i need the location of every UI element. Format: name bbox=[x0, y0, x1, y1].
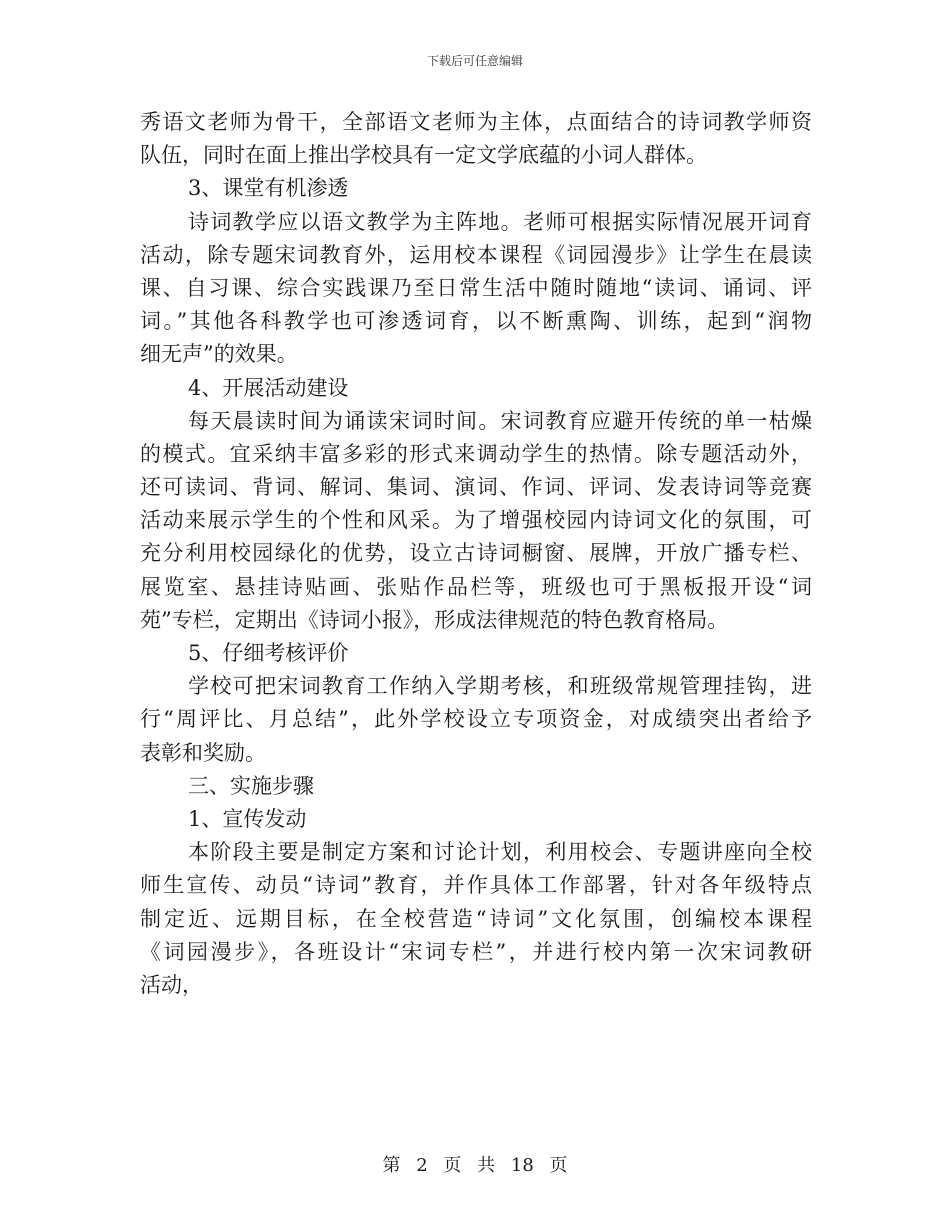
body-text-line: 词。”其他各科教学也可渗透词育，以不断熏陶、训练，起到“润物 bbox=[140, 309, 812, 334]
body-text-line: 课、自习课、综合实践课乃至日常生活中随时随地“读词、诵词、评 bbox=[140, 275, 812, 300]
footer-label-ye-end: 页 bbox=[549, 1155, 568, 1176]
body-text-line: 秀语文老师为骨干，全部语文老师为主体，点面结合的诗词教学师资 bbox=[140, 110, 812, 134]
body-text-line: 展览室、悬挂诗贴画、张贴作品栏等，班级也可于黑板报开设“词 bbox=[140, 574, 812, 599]
body-text-line: 学校可把宋词教育工作纳入学期考核，和班级常规管理挂钩，进 bbox=[188, 674, 812, 699]
body-text-line: 1、宣传发动 bbox=[188, 806, 307, 831]
page-header bbox=[0, 53, 950, 69]
header-text: 下载后可任意编辑 bbox=[426, 54, 523, 68]
document-body bbox=[140, 106, 812, 1002]
footer-label-ye: 页 bbox=[443, 1155, 462, 1176]
body-text-line: 3、课堂有机渗透 bbox=[188, 176, 349, 201]
body-text-line: 行“周评比、月总结”，此外学校设立专项资金，对成绩突出者给予 bbox=[140, 707, 812, 732]
body-text-line: 还可读词、背词、解词、集词、演词、作词、评词、发表诗词等竞赛 bbox=[140, 475, 812, 500]
body-text-line: 4、开展活动建设 bbox=[188, 375, 349, 400]
body-text-line: 活动，除专题宋词教育外，运用校本课程《词园漫步》让学生在晨读 bbox=[140, 242, 812, 267]
body-text-line: 充分利用校园绿化的优势，设立古诗词橱窗、展牌，开放广播专栏、 bbox=[140, 541, 812, 566]
body-text-line: 的模式。宜采纳丰富多彩的形式来调动学生的热情。除专题活动外， bbox=[140, 441, 812, 466]
body-text-line: 细无声”的效果。 bbox=[140, 342, 298, 367]
body-text-line: 活动， bbox=[140, 972, 203, 997]
body-text-line: 本阶段主要是制定方案和讨论计划，利用校会、专题讲座向全校 bbox=[188, 840, 812, 865]
body-text-line: 表彰和奖励。 bbox=[140, 740, 266, 765]
body-text-line: 每天晨读时间为诵读宋词时间。宋词教育应避开传统的单一枯燥 bbox=[188, 408, 812, 433]
footer-label-di: 第 bbox=[382, 1155, 401, 1176]
body-text-line: 苑”专栏，定期出《诗词小报》，形成法律规范的特色教育格局。 bbox=[140, 607, 729, 632]
body-text-line: 队伍，同时在面上推出学校具有一定文学底蕴的小词人群体。 bbox=[140, 143, 707, 168]
body-text-line: 活动来展示学生的个性和风采。为了增强校园内诗词文化的氛围，可 bbox=[140, 508, 812, 533]
footer-label-gong: 共 bbox=[477, 1155, 496, 1176]
body-text-line: 5、仔细考核评价 bbox=[188, 641, 349, 665]
body-text-line: 制定近、远期目标，在全校营造“诗词”文化氛围，创编校本课程 bbox=[140, 906, 812, 931]
body-text-line: 诗词教学应以语文教学为主阵地。老师可根据实际情况展开词育 bbox=[188, 209, 812, 234]
body-text-line: 三、实施步骤 bbox=[188, 773, 314, 798]
footer-page-current: 2 bbox=[416, 1155, 428, 1176]
page-footer bbox=[0, 1154, 950, 1178]
body-text-line: 师生宣传、动员“诗词”教育，并作具体工作部署，针对各年级特点 bbox=[140, 873, 812, 898]
body-text-line: 《词园漫步》，各班设计“宋词专栏”，并进行校内第一次宋词教研 bbox=[140, 939, 812, 964]
footer-page-total: 18 bbox=[510, 1155, 534, 1176]
